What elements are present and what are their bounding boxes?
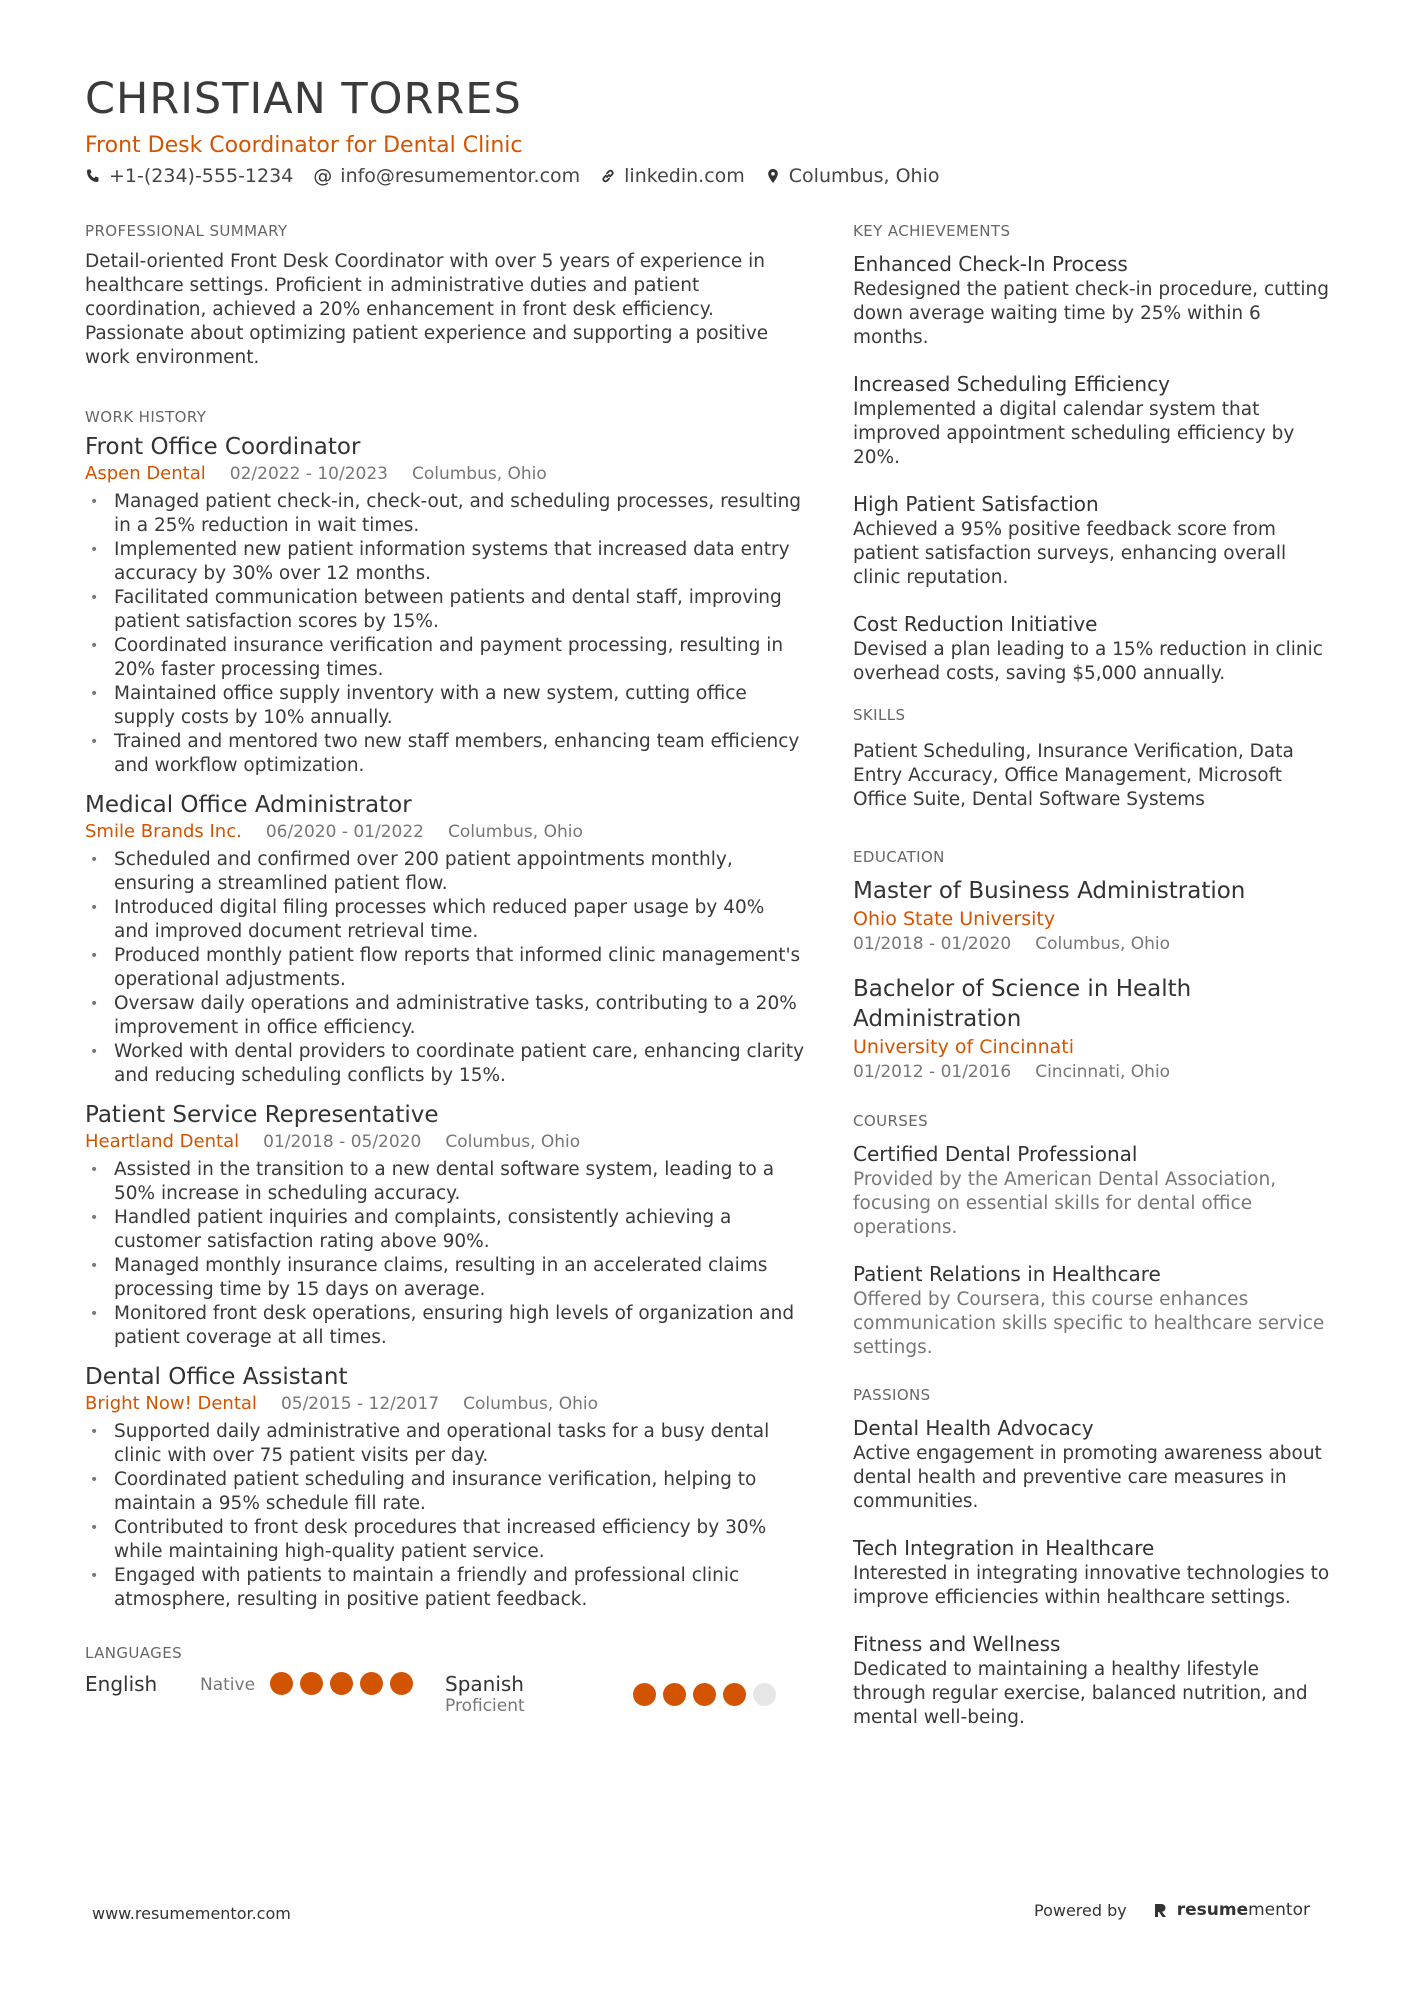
achievement-desc: Devised a plan leading to a 15% reduction in clinic overhead costs, saving $5,000 annually. (853, 639, 1323, 684)
job-title: Patient Service Representative (85, 1102, 439, 1128)
language-name: English (85, 1672, 158, 1696)
footer-powered (1034, 1900, 1310, 1920)
rating-dot-filled (360, 1672, 383, 1695)
achievement-item (853, 490, 1333, 590)
language-spanish (445, 1672, 805, 1716)
right-column (853, 222, 1333, 1764)
rating-dot-filled (633, 1683, 656, 1706)
contact-bar (85, 165, 939, 187)
language-rating (270, 1672, 413, 1696)
course-desc: Offered by Coursera, this course enhances communication skills specific to healthcare service settings. (853, 1289, 1325, 1358)
job-meta (85, 1392, 805, 1416)
linkedin-text[interactable]: linkedin.com (624, 165, 745, 187)
job-meta (85, 1130, 805, 1154)
passion-desc: Active engagement in promoting awareness about dental health and preventive care measures in communities. (853, 1443, 1322, 1512)
job-company: Aspen Dental (85, 463, 206, 484)
candidate-title: Front Desk Coordinator for Dental Clinic (85, 133, 523, 158)
job-dates: 01/2018 - 05/2020 (263, 1132, 422, 1152)
footer-website[interactable]: www.resumementor.com (92, 1904, 291, 1923)
languages-heading: LANGUAGES (85, 1644, 183, 1662)
left-column (85, 222, 805, 1750)
passion-item (853, 1534, 1333, 1610)
achievement-title: Enhanced Check-In Process (853, 252, 1128, 276)
job-title: Front Office Coordinator (85, 434, 361, 460)
work-heading: WORK HISTORY (85, 408, 207, 426)
brand-name-bold: resume (1176, 1900, 1249, 1920)
course-item (853, 1140, 1333, 1240)
skills-text: Patient Scheduling, Insurance Verification, Data Entry Accuracy, Office Management, Microsoft Office Suite, Dental Software Systems (853, 741, 1294, 810)
rating-dot-filled (663, 1683, 686, 1706)
work-section (85, 408, 805, 1612)
job-bullet: • Worked with dental providers to coordinate patient care, enhancing clarity and reducing scheduling conflicts by 15%. (85, 1040, 805, 1088)
job-bullet: • Produced monthly patient flow reports that informed clinic management's operational adjustments. (85, 944, 805, 992)
education-location: Cincinnati, Ohio (1035, 1062, 1171, 1082)
achievement-item (853, 250, 1333, 350)
job-bullet: • Coordinated insurance verification and payment processing, resulting in 20% faster processing times. (85, 634, 805, 682)
education-section (853, 848, 1333, 1084)
achievement-desc: Implemented a digital calendar system that improved appointment scheduling efficiency by 20%. (853, 399, 1295, 468)
job-entry (85, 1362, 805, 1612)
brand-logo[interactable] (1153, 1900, 1310, 1920)
job-bullet: • Handled patient inquiries and complaints, consistently achieving a customer satisfaction rating above 90%. (85, 1206, 805, 1254)
languages-section (85, 1644, 805, 1716)
passion-title: Dental Health Advocacy (853, 1416, 1094, 1440)
contact-linkedin[interactable] (600, 165, 745, 187)
job-bullet: • Supported daily administrative and operational tasks for a busy dental clinic with over 75 patient visits per day. (85, 1420, 805, 1468)
achievement-title: Increased Scheduling Efficiency (853, 372, 1170, 396)
job-bullet: • Contributed to front desk procedures that increased efficiency by 30% while maintaining high-quality patient service. (85, 1516, 805, 1564)
job-entry (85, 790, 805, 1088)
rating-dot-empty (753, 1683, 776, 1706)
achievement-item (853, 610, 1333, 686)
job-bullet: • Engaged with patients to maintain a friendly and professional clinic atmosphere, resulting in positive patient feedback. (85, 1564, 805, 1612)
job-bullets (85, 1420, 805, 1612)
skills-section (853, 706, 1333, 812)
rating-dot-filled (693, 1683, 716, 1706)
education-heading: EDUCATION (853, 848, 945, 866)
passions-section (853, 1386, 1333, 1730)
courses-heading: COURSES (853, 1112, 929, 1130)
job-dates: 02/2022 - 10/2023 (229, 464, 388, 484)
passion-desc: Interested in integrating innovative technologies to improve efficiencies within healthcare settings. (853, 1563, 1330, 1608)
job-entry (85, 432, 805, 778)
job-entry (85, 1100, 805, 1350)
job-bullets (85, 1158, 805, 1350)
language-name: Spanish (445, 1672, 524, 1696)
contact-location (765, 165, 940, 187)
at-icon: @ (313, 165, 333, 187)
languages-row (85, 1672, 805, 1716)
passion-title: Fitness and Wellness (853, 1632, 1061, 1656)
job-title: Dental Office Assistant (85, 1364, 348, 1390)
job-bullets (85, 490, 805, 778)
job-dates: 05/2015 - 12/2017 (280, 1394, 440, 1414)
rating-dot-filled (723, 1683, 746, 1706)
job-bullet: • Monitored front desk operations, ensuring high levels of organization and patient coverage at all times. (85, 1302, 805, 1350)
passions-heading: PASSIONS (853, 1386, 931, 1404)
job-bullet: • Facilitated communication between patients and dental staff, improving patient satisfaction scores by 15%. (85, 586, 805, 634)
course-item (853, 1260, 1333, 1360)
phone-text: +1-(234)-555-1234 (109, 165, 294, 187)
achievements-heading: KEY ACHIEVEMENTS (853, 222, 1011, 240)
brand-name-regular: mentor (1248, 1900, 1310, 1920)
skills-heading: SKILLS (853, 706, 906, 724)
achievement-title: Cost Reduction Initiative (853, 612, 1098, 636)
education-school: Ohio State University (853, 908, 1056, 930)
rating-dot-filled (330, 1672, 353, 1695)
education-item (853, 876, 1333, 956)
achievement-item (853, 370, 1333, 470)
course-title: Patient Relations in Healthcare (853, 1262, 1161, 1286)
email-text[interactable]: info@resumementor.com (340, 165, 581, 187)
rating-dot-filled (390, 1672, 413, 1695)
achievement-desc: Achieved a 95% positive feedback score from patient satisfaction surveys, enhancing overall clinic reputation. (853, 519, 1287, 588)
rating-dot-filled (270, 1672, 293, 1695)
location-text: Columbus, Ohio (788, 165, 940, 187)
passion-desc: Dedicated to maintaining a healthy lifestyle through regular exercise, balanced nutrition, and mental well-being. (853, 1659, 1308, 1728)
job-company: Heartland Dental (85, 1131, 240, 1152)
job-dates: 06/2020 - 01/2022 (265, 822, 425, 842)
education-dates: 01/2018 - 01/2020 (853, 934, 1012, 954)
candidate-name: CHRISTIAN TORRES (85, 74, 522, 124)
job-bullet: • Maintained office supply inventory with a new system, cutting office supply costs by 10% annually. (85, 682, 805, 730)
job-bullet: • Managed patient check-in, check-out, and scheduling processes, resulting in a 25% reduction in wait times. (85, 490, 805, 538)
achievement-desc: Redesigned the patient check-in procedure, cutting down average waiting time by 25% within 6 months. (853, 279, 1329, 348)
courses-section (853, 1112, 1333, 1360)
education-degree: Bachelor of Science in Health Administration (853, 976, 1192, 1032)
contact-phone (85, 165, 293, 187)
education-meta (853, 1060, 1333, 1084)
passion-title: Tech Integration in Healthcare (853, 1536, 1155, 1560)
language-english (85, 1672, 445, 1696)
job-bullet: • Coordinated patient scheduling and insurance verification, helping to maintain a 95% schedule fill rate. (85, 1468, 805, 1516)
job-bullet: • Introduced digital filing processes which reduced paper usage by 40% and improved document retrieval time. (85, 896, 805, 944)
job-meta (85, 462, 805, 486)
job-location: Columbus, Ohio (463, 1394, 598, 1414)
phone-icon (85, 168, 101, 184)
education-degree: Master of Business Administration (853, 878, 1246, 904)
summary-text: Detail-oriented Front Desk Coordinator with over 5 years of experience in healthcare settings. Proficient in administrative duties and patient coordination, achieved a 20% enhancement in front desk efficiency. Passionate about optimizing patient experience and supporting a positive work environment. (85, 251, 769, 368)
language-level: Native (200, 1675, 256, 1695)
job-company: Bright Now! Dental (85, 1393, 257, 1414)
education-location: Columbus, Ohio (1035, 934, 1171, 954)
course-title: Certified Dental Professional (853, 1142, 1138, 1166)
rating-dot-filled (300, 1672, 323, 1695)
job-location: Columbus, Ohio (411, 464, 547, 484)
powered-by-label: Powered by (1034, 1900, 1127, 1920)
summary-section (85, 222, 805, 370)
job-location: Columbus, Ohio (448, 822, 583, 842)
summary-heading: PROFESSIONAL SUMMARY (85, 222, 288, 240)
job-location: Columbus, Ohio (445, 1132, 581, 1152)
job-bullet: • Assisted in the transition to a new dental software system, leading to a 50% increase in scheduling accuracy. (85, 1158, 805, 1206)
job-bullet: • Implemented new patient information systems that increased data entry accuracy by 30% over 12 months. (85, 538, 805, 586)
course-desc: Provided by the American Dental Association, focusing on essential skills for dental office operations. (853, 1169, 1277, 1238)
achievement-title: High Patient Satisfaction (853, 492, 1099, 516)
education-item (853, 974, 1333, 1084)
job-bullet: • Trained and mentored two new staff members, enhancing team efficiency and workflow optimization. (85, 730, 805, 778)
link-icon (600, 168, 616, 184)
location-pin-icon (765, 168, 781, 184)
education-meta (853, 932, 1333, 956)
resumementor-logo-icon (1153, 1901, 1171, 1919)
passion-item (853, 1630, 1333, 1730)
job-bullet: • Scheduled and confirmed over 200 patient appointments monthly, ensuring a streamlined patient flow. (85, 848, 805, 896)
education-school: University of Cincinnati (853, 1036, 1075, 1058)
contact-email[interactable] (313, 165, 580, 187)
language-level: Proficient (445, 1696, 525, 1716)
job-bullets (85, 848, 805, 1088)
achievements-section (853, 222, 1333, 686)
job-title: Medical Office Administrator (85, 792, 412, 818)
language-rating (633, 1683, 776, 1716)
job-company: Smile Brands Inc. (85, 821, 242, 842)
education-dates: 01/2012 - 01/2016 (853, 1062, 1012, 1082)
job-meta (85, 820, 805, 844)
job-bullet: • Oversaw daily operations and administrative tasks, contributing to a 20% improvement in office efficiency. (85, 992, 805, 1040)
job-bullet: • Managed monthly insurance claims, resulting in an accelerated claims processing time by 15 days on average. (85, 1254, 805, 1302)
passion-item (853, 1414, 1333, 1514)
